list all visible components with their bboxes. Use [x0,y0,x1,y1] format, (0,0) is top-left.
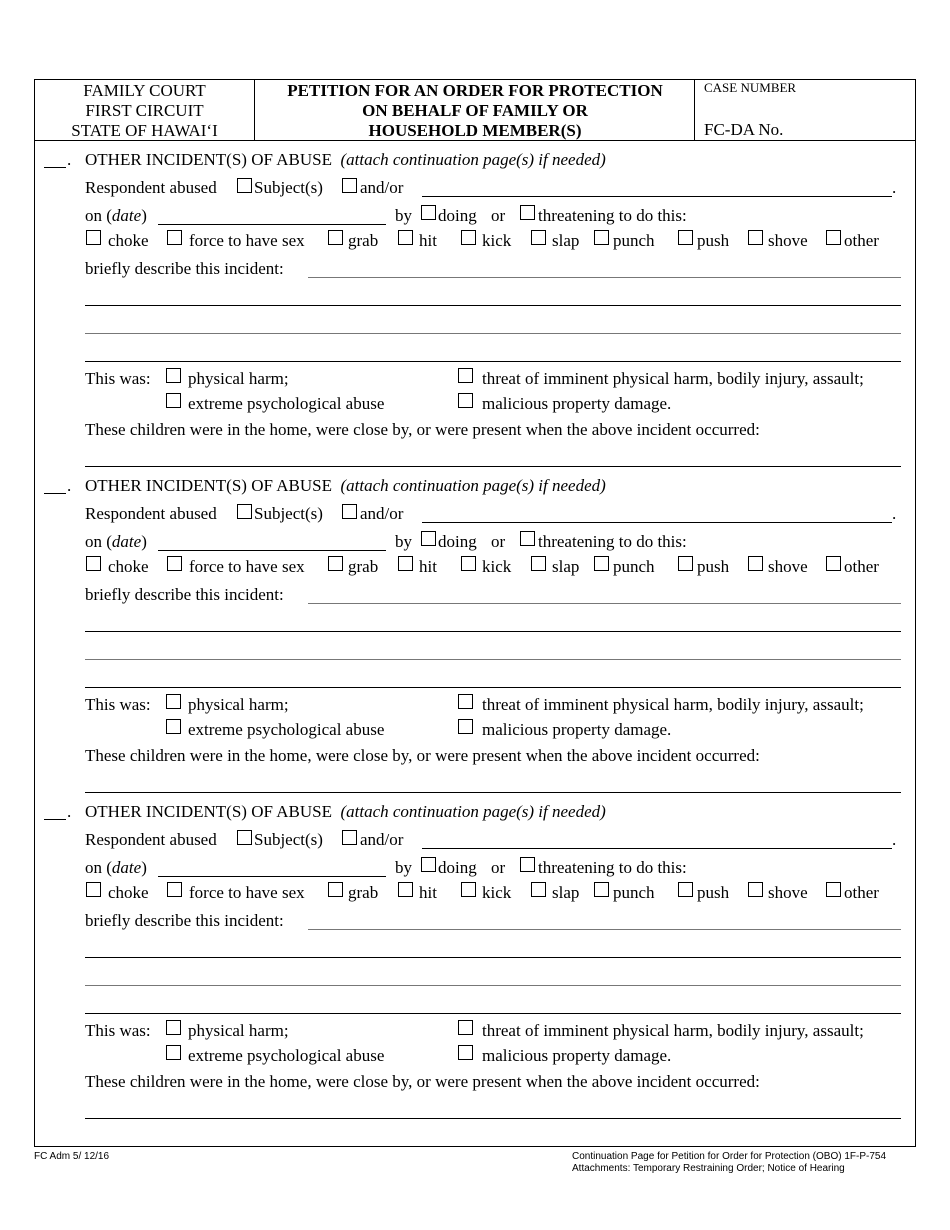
choke-label: choke [108,883,149,902]
other-label: other [844,231,879,250]
other-person-field[interactable] [422,196,892,197]
and-or-checkbox[interactable] [342,504,357,519]
psych-abuse-label: extreme psychological abuse [188,720,385,739]
physical-harm-checkbox[interactable] [166,694,181,709]
psych-abuse-label: extreme psychological abuse [188,1046,385,1065]
describe-label: briefly describe this incident: [85,259,284,278]
children-present-label: These children were in the home, were close by, or were present when the above incident occurred: [85,746,760,765]
threatening-label: threatening to do this: [538,532,687,551]
kick-label: kick [482,557,512,576]
shove-label: shove [768,883,808,902]
describe-field-1[interactable] [308,603,901,604]
children-present-label: These children were in the home, were close by, or were present when the above incident occurred: [85,420,760,439]
threatening-checkbox[interactable] [520,531,535,546]
choke-checkbox[interactable] [86,882,101,897]
date-label: on (date) [85,206,147,225]
threatening-checkbox[interactable] [520,857,535,872]
describe-field-3[interactable] [85,333,901,334]
incident-heading: OTHER INCIDENT(S) OF ABUSE (attach continuation page(s) if needed) [85,476,606,495]
hit-label: hit [419,883,437,902]
subjects-label: Subject(s) [254,178,323,197]
slap-checkbox[interactable] [531,556,546,571]
property-damage-checkbox[interactable] [458,393,473,408]
children-field[interactable] [85,792,901,793]
incident-heading-note: (attach continuation page(s) if needed) [340,476,606,495]
doing-checkbox[interactable] [421,857,436,872]
item-number-blank[interactable] [44,167,66,168]
court-line-1: FAMILY COURT [83,81,206,100]
shove-label: shove [768,557,808,576]
title-line-3: HOUSEHOLD MEMBER(S) [368,121,582,140]
force-sex-checkbox[interactable] [167,230,182,245]
doing-checkbox[interactable] [421,531,436,546]
describe-label: briefly describe this incident: [85,585,284,604]
other-checkbox[interactable] [826,882,841,897]
and-or-checkbox[interactable] [342,830,357,845]
kick-checkbox[interactable] [461,556,476,571]
by-label: by [395,532,412,551]
choke-label: choke [108,557,149,576]
force-sex-label: force to have sex [189,557,305,576]
punch-label: punch [613,557,655,576]
footer-notes [572,1151,886,1175]
subjects-checkbox[interactable] [237,830,252,845]
grab-label: grab [348,557,379,576]
kick-label: kick [482,231,512,250]
case-number-label: CASE NUMBER [704,80,797,95]
describe-field-1[interactable] [308,929,901,930]
other-checkbox[interactable] [826,230,841,245]
grab-label: grab [348,231,379,250]
push-label: push [697,557,730,576]
describe-field-4[interactable] [85,361,901,362]
punch-checkbox[interactable] [594,556,609,571]
hit-checkbox[interactable] [398,230,413,245]
force-sex-checkbox[interactable] [167,882,182,897]
doing-checkbox[interactable] [421,205,436,220]
kick-checkbox[interactable] [461,230,476,245]
respondent-abused-label: Respondent abused [85,178,217,197]
physical-harm-label: physical harm; [188,369,289,388]
shove-label: shove [768,231,808,250]
shove-checkbox[interactable] [748,556,763,571]
threatening-label: threatening to do this: [538,206,687,225]
threat-checkbox[interactable] [458,694,473,709]
and-or-checkbox[interactable] [342,178,357,193]
children-present-label: These children were in the home, were close by, or were present when the above incident occurred: [85,1072,760,1091]
court-line-3: STATE OF HAWAI‘I [71,121,218,140]
property-damage-checkbox[interactable] [458,1045,473,1060]
push-checkbox[interactable] [678,230,693,245]
incident-heading-note: (attach continuation page(s) if needed) [340,802,606,821]
push-label: push [697,231,730,250]
slap-label: slap [552,231,580,250]
court-info [35,80,255,140]
psych-abuse-checkbox[interactable] [166,719,181,734]
form-title [256,80,695,140]
date-label: on (date) [85,858,147,877]
grab-label: grab [348,883,379,902]
subjects-checkbox[interactable] [237,178,252,193]
item-number-blank[interactable] [44,493,66,494]
this-was-label: This was: [85,369,151,388]
doing-label: doing [438,206,477,225]
describe-field-2[interactable] [85,957,901,958]
incident-heading-note: (attach continuation page(s) if needed) [340,150,606,169]
kick-label: kick [482,883,512,902]
threat-checkbox[interactable] [458,1020,473,1035]
physical-harm-checkbox[interactable] [166,368,181,383]
psych-abuse-checkbox[interactable] [166,1045,181,1060]
punch-checkbox[interactable] [594,230,609,245]
slap-checkbox[interactable] [531,882,546,897]
force-sex-label: force to have sex [189,231,305,250]
title-line-1: PETITION FOR AN ORDER FOR PROTECTION [287,81,663,100]
describe-field-4[interactable] [85,1013,901,1014]
describe-field-4[interactable] [85,687,901,688]
date-label: on (date) [85,532,147,551]
or-label: or [491,532,506,551]
date-field[interactable] [158,224,386,225]
incident-heading: OTHER INCIDENT(S) OF ABUSE (attach continuation page(s) if needed) [85,802,606,821]
by-label: by [395,858,412,877]
form-id: FC Adm 5/ 12/16 [34,1151,110,1162]
respondent-abused-label: Respondent abused [85,830,217,849]
describe-field-1[interactable] [308,277,901,278]
children-field[interactable] [85,1118,901,1119]
choke-label: choke [108,231,149,250]
case-number-box[interactable] [696,80,915,140]
item-number-blank[interactable] [44,819,66,820]
this-was-label: This was: [85,695,151,714]
choke-checkbox[interactable] [86,556,101,571]
hit-label: hit [419,231,437,250]
threat-label: threat of imminent physical harm, bodily injury, assault; [482,1021,864,1040]
subjects-label: Subject(s) [254,830,323,849]
court-line-2: FIRST CIRCUIT [85,101,204,120]
children-field[interactable] [85,466,901,467]
hit-label: hit [419,557,437,576]
other-person-field[interactable] [422,522,892,523]
date-field[interactable] [158,550,386,551]
doing-label: doing [438,858,477,877]
force-sex-checkbox[interactable] [167,556,182,571]
other-person-field[interactable] [422,848,892,849]
choke-checkbox[interactable] [86,230,101,245]
and-or-label: and/or [360,178,404,197]
punch-checkbox[interactable] [594,882,609,897]
push-checkbox[interactable] [678,882,693,897]
grab-checkbox[interactable] [328,882,343,897]
other-label: other [844,557,879,576]
other-checkbox[interactable] [826,556,841,571]
grab-checkbox[interactable] [328,556,343,571]
by-label: by [395,206,412,225]
this-was-label: This was: [85,1021,151,1040]
grab-checkbox[interactable] [328,230,343,245]
describe-field-3[interactable] [85,985,901,986]
property-damage-label: malicious property damage. [482,1046,672,1065]
physical-harm-label: physical harm; [188,1021,289,1040]
threatening-checkbox[interactable] [520,205,535,220]
continuation-note: Continuation Page for Petition for Order for Protection (OBO) 1F-P-754 [572,1151,887,1162]
and-or-label: and/or [360,504,404,523]
describe-label: briefly describe this incident: [85,911,284,930]
other-label: other [844,883,879,902]
property-damage-label: malicious property damage. [482,394,672,413]
subjects-label: Subject(s) [254,504,323,523]
respondent-abused-label: Respondent abused [85,504,217,523]
attachments-note: Attachments: Temporary Restraining Order; Notice of Hearing [572,1163,845,1174]
date-field[interactable] [158,876,386,877]
threat-label: threat of imminent physical harm, bodily injury, assault; [482,695,864,714]
describe-field-2[interactable] [85,305,901,306]
hit-checkbox[interactable] [398,556,413,571]
or-label: or [491,858,506,877]
shove-checkbox[interactable] [748,882,763,897]
threat-label: threat of imminent physical harm, bodily injury, assault; [482,369,864,388]
psych-abuse-checkbox[interactable] [166,393,181,408]
subjects-checkbox[interactable] [237,504,252,519]
psych-abuse-label: extreme psychological abuse [188,394,385,413]
and-or-label: and/or [360,830,404,849]
force-sex-label: force to have sex [189,883,305,902]
title-line-2: ON BEHALF OF FAMILY OR [362,101,588,120]
slap-label: slap [552,883,580,902]
form-header [35,80,915,141]
push-checkbox[interactable] [678,556,693,571]
describe-field-2[interactable] [85,631,901,632]
incident-section-3: . OTHER INCIDENT(S) OF ABUSE (attach continuation page(s) if needed) Respondent abused Subject(s) and/or . on (date) by doing or threatening to do this: choke force to have sex grab hit kick slap punch push shove other briefly describe this incident: This was: physical harm; threat of imminent physical harm, bodily injury, assault; extreme psychological abuse malicious property damage. These children were in the home, were close by, or were present when the above incident occurred: [0,806,950,1126]
physical-harm-checkbox[interactable] [166,1020,181,1035]
slap-label: slap [552,557,580,576]
doing-label: doing [438,532,477,551]
punch-label: punch [613,883,655,902]
kick-checkbox[interactable] [461,882,476,897]
incident-section-2: . OTHER INCIDENT(S) OF ABUSE (attach continuation page(s) if needed) Respondent abused Subject(s) and/or . on (date) by doing or threatening to do this: choke force to have sex grab hit kick slap punch push shove other briefly describe this incident: This was: physical harm; threat of imminent physical harm, bodily injury, assault; extreme psychological abuse malicious property damage. These children were in the home, were close by, or were present when the above incident occurred: [0,480,950,800]
shove-checkbox[interactable] [748,230,763,245]
threatening-label: threatening to do this: [538,858,687,877]
incident-section-1: . OTHER INCIDENT(S) OF ABUSE (attach continuation page(s) if needed) Respondent abused Subject(s) and/or . on (date) by doing or threatening to do this: choke force to have sex grab hit kick slap punch push shove other briefly describe this incident: This was: physical harm; threat of imminent physical harm, bodily injury, assault; extreme psychological abuse malicious property damage. These children were in the home, were close by, or were present when the above incident occurred: [0,154,950,474]
property-damage-label: malicious property damage. [482,720,672,739]
slap-checkbox[interactable] [531,230,546,245]
push-label: push [697,883,730,902]
property-damage-checkbox[interactable] [458,719,473,734]
physical-harm-label: physical harm; [188,695,289,714]
hit-checkbox[interactable] [398,882,413,897]
incident-heading: OTHER INCIDENT(S) OF ABUSE (attach continuation page(s) if needed) [85,150,606,169]
threat-checkbox[interactable] [458,368,473,383]
or-label: or [491,206,506,225]
case-number-value: FC-DA No. [704,120,784,139]
describe-field-3[interactable] [85,659,901,660]
punch-label: punch [613,231,655,250]
